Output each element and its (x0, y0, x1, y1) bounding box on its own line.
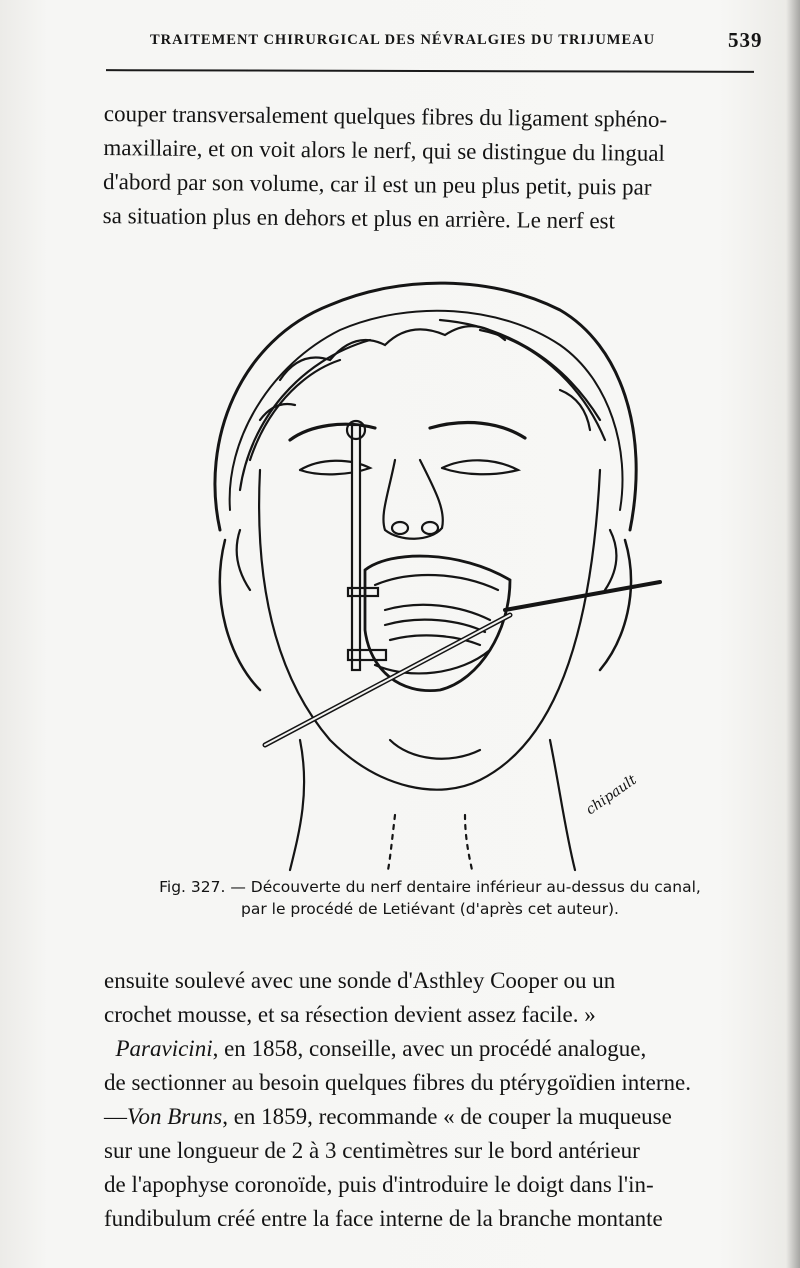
face-drawing (180, 270, 680, 880)
text-line: de sectionner au besoin quelques fibres du ptérygoïdien interne. (104, 1070, 691, 1095)
header-rule (106, 69, 754, 73)
caption-line: Fig. 327. — Découverte du nerf dentaire inférieur au-dessus du canal, (159, 878, 701, 896)
figure-caption (150, 876, 710, 920)
surgical-illustration (180, 270, 680, 880)
running-title: TRAITEMENT CHIRURGICAL DES NÉVRALGIES DU TRIJUMEAU (150, 32, 656, 48)
text-line: ensuite soulevé avec une sonde d'Asthley Cooper ou un (104, 968, 616, 993)
caption-line: par le procédé de Letiévant (d'après cet auteur). (241, 900, 619, 918)
text-line: sa situation plus en dehors et plus en arrière. Le nerf est (102, 202, 616, 234)
text-run: , en 1859, recommande « de couper la muqueuse (222, 1104, 672, 1129)
page-edge-shadow (786, 0, 800, 1268)
page-number: 539 (728, 28, 763, 52)
text-line: d'abord par son volume, car il est un peu plus petit, puis par (102, 168, 652, 200)
text-run: , en 1858, conseille, avec un procédé analogue, (212, 1036, 647, 1061)
text-line: crochet mousse, et sa résection devient assez facile. » (104, 1002, 596, 1027)
text-line: fundibulum créé entre la face interne de la branche montante (104, 1206, 663, 1231)
illustrator-signature: chipault (583, 772, 640, 819)
text-line: sur une longueur de 2 à 3 centimètres sur le bord antérieur (104, 1138, 640, 1163)
paragraph-bottom (104, 964, 764, 1236)
paragraph-top (103, 97, 764, 240)
text-line: couper transversalement quelques fibres du ligament sphéno- (103, 100, 668, 132)
text-line (104, 1032, 764, 1066)
author-name: Paravicini (115, 1036, 213, 1061)
em-dash: — (104, 1104, 127, 1129)
text-line (104, 1100, 764, 1134)
author-name: Von Bruns (127, 1104, 223, 1129)
text-line: de l'apophyse coronoïde, puis d'introduire le doigt dans l'in- (104, 1172, 654, 1197)
text-line: maxillaire, et on voit alors le nerf, qui se distingue du lingual (103, 134, 666, 166)
